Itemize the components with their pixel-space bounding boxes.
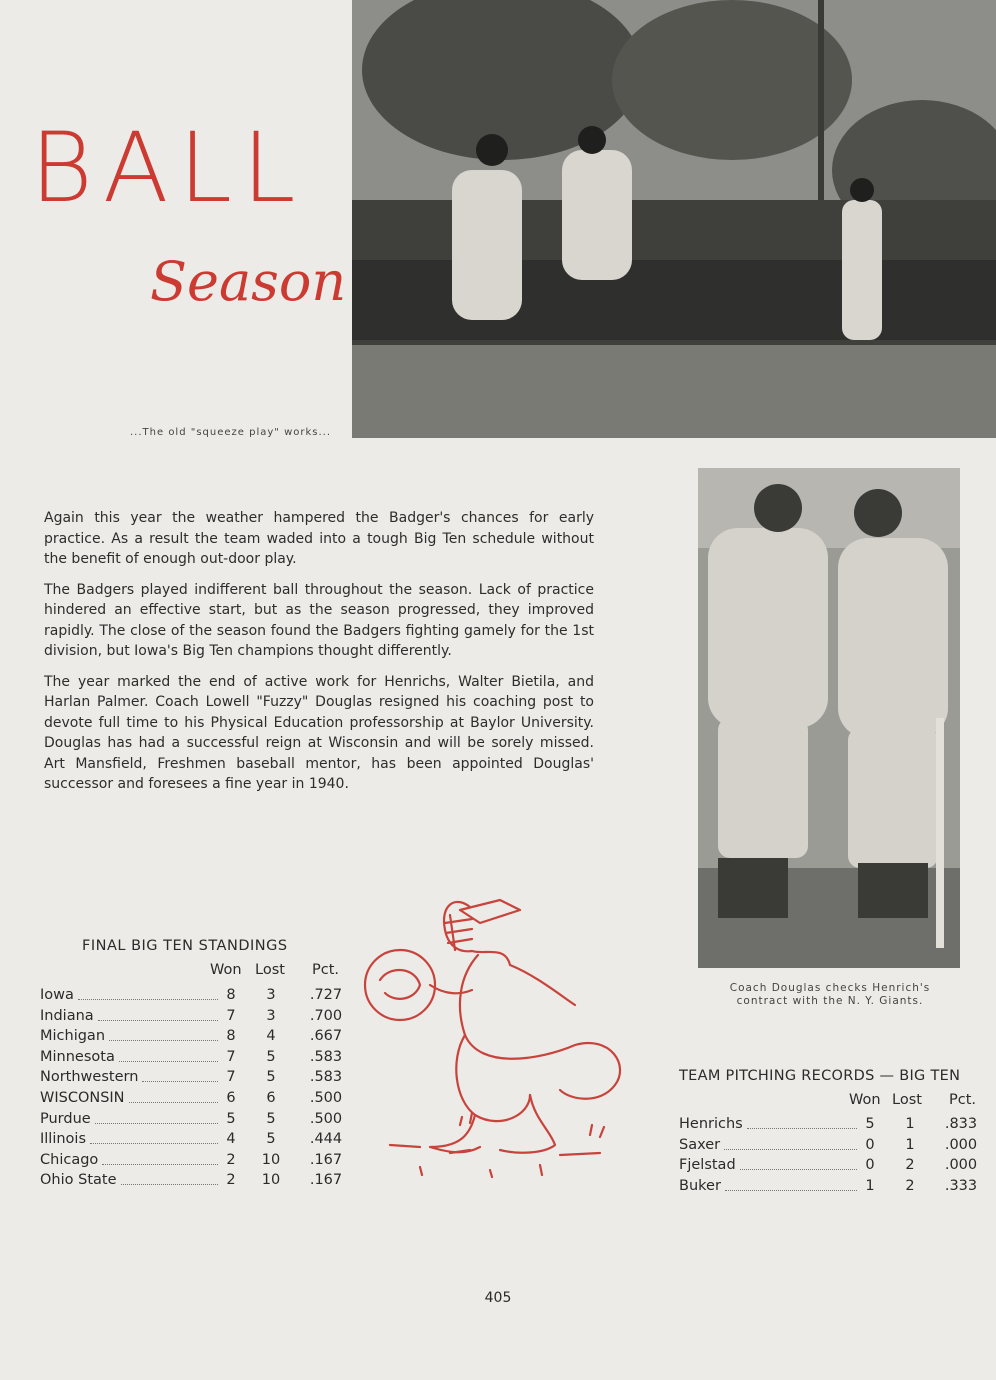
pitching-row — [679, 1135, 979, 1156]
standings-row — [40, 985, 343, 1006]
pitching-name: Buker — [679, 1177, 721, 1194]
standings-pct: .500 — [309, 1089, 343, 1106]
standings-name: Northwestern — [40, 1069, 139, 1086]
standings-pct: .500 — [309, 1110, 343, 1127]
photo-caption: ...The old "squeeze play" works... — [130, 427, 332, 438]
standings-won: 6 — [226, 1089, 236, 1106]
standings-won: 2 — [226, 1172, 236, 1189]
standings-header — [40, 962, 340, 982]
standings-lost: 5 — [266, 1131, 276, 1148]
squeeze-play-photo — [352, 0, 996, 438]
standings-name: Indiana — [40, 1007, 94, 1024]
standings-row — [40, 1088, 343, 1109]
standings-header-lost: Lost — [255, 962, 285, 978]
pitching-pct: .000 — [944, 1157, 978, 1174]
page-number: 405 — [484, 1290, 512, 1306]
standings-won: 2 — [226, 1151, 236, 1168]
dot-leader — [98, 1020, 218, 1021]
pitching-pct: .333 — [944, 1177, 978, 1194]
standings-row — [40, 1047, 343, 1068]
pitching-pct: .000 — [944, 1136, 978, 1153]
standings-won: 7 — [226, 1007, 236, 1024]
pitching-header-pct: Pct. — [949, 1092, 977, 1108]
standings-row — [40, 1067, 343, 1088]
dot-leader — [102, 1164, 218, 1165]
standings-lost: 5 — [266, 1069, 276, 1086]
pitching-won: 1 — [865, 1177, 875, 1194]
pitching-lost: 2 — [905, 1157, 915, 1174]
standings-won: 7 — [226, 1048, 236, 1065]
standings-name: Iowa — [40, 987, 74, 1003]
standings-pct: .700 — [309, 1007, 343, 1024]
pitching-lost: 1 — [905, 1136, 915, 1153]
standings-lost: 5 — [266, 1110, 276, 1127]
standings-row — [40, 1129, 343, 1150]
standings-won: 8 — [226, 1028, 236, 1045]
catcher-drawing — [360, 885, 640, 1199]
standings-lost: 5 — [266, 1048, 276, 1065]
pitching-row — [679, 1114, 979, 1135]
dot-leader — [78, 999, 218, 1000]
standings-name: Purdue — [40, 1110, 91, 1127]
standings-header-won: Won — [210, 962, 242, 978]
pitching-lost: 1 — [905, 1116, 915, 1132]
standings-row — [40, 1170, 343, 1191]
standings-name: Minnesota — [40, 1048, 115, 1065]
standings-name: WISCONSIN — [40, 1089, 125, 1106]
standings-name: Chicago — [40, 1151, 99, 1168]
pitching-table — [679, 1114, 979, 1196]
page-title: BALL — [30, 112, 306, 224]
pitching-pct: .833 — [944, 1116, 978, 1132]
dot-leader — [724, 1149, 857, 1150]
pitching-header-won: Won — [849, 1092, 881, 1108]
pitching-name: Saxer — [679, 1136, 721, 1153]
article-paragraph: The Badgers played indifferent ball throughout the season. Lack of practice hindered an effective start, but as the season progressed, they improved rapidly. The close of the season found the Badgers fighting gamely for the 1st division, but Iowa's Big Ten champions thought differently. — [44, 581, 594, 659]
page-subtitle: Season — [150, 250, 347, 313]
standings-pct: .583 — [309, 1048, 343, 1065]
coach-photo — [698, 468, 960, 968]
standings-table — [40, 985, 343, 1191]
pitching-won: 0 — [865, 1136, 875, 1153]
coach-photo-caption-line: contract with the N. Y. Giants. — [736, 995, 924, 1007]
standings-won: 7 — [226, 1069, 236, 1086]
dot-leader — [747, 1128, 857, 1129]
coach-photo-caption — [700, 982, 960, 1008]
pitching-name: Fjelstad — [679, 1157, 736, 1174]
standings-row — [40, 1006, 343, 1027]
dot-leader — [121, 1184, 218, 1185]
standings-pct: .727 — [309, 987, 343, 1003]
article-paragraph: Again this year the weather hampered the Badger's chances for early practice. As a result the team waded into a tough Big Ten schedule without the benefit of enough out-door play. — [44, 510, 594, 567]
dot-leader — [725, 1190, 857, 1191]
pitching-row — [679, 1155, 979, 1176]
standings-lost: 6 — [266, 1089, 276, 1106]
standings-row — [40, 1150, 343, 1171]
standings-name: Michigan — [40, 1028, 106, 1045]
standings-title: FINAL BIG TEN STANDINGS — [82, 938, 288, 954]
standings-name: Ohio State — [40, 1172, 117, 1189]
dot-leader — [129, 1102, 218, 1103]
standings-won: 4 — [226, 1131, 236, 1148]
pitching-won: 5 — [865, 1116, 875, 1132]
pitching-lost: 2 — [905, 1177, 915, 1194]
standings-pct: .167 — [309, 1172, 343, 1189]
standings-won: 5 — [226, 1110, 236, 1127]
standings-pct: .583 — [309, 1069, 343, 1086]
dot-leader — [109, 1040, 218, 1041]
standings-lost: 3 — [266, 1007, 276, 1024]
dot-leader — [90, 1143, 218, 1144]
standings-pct: .444 — [309, 1131, 343, 1148]
pitching-header-lost: Lost — [892, 1092, 922, 1108]
standings-pct: .167 — [309, 1151, 343, 1168]
standings-row — [40, 1109, 343, 1130]
dot-leader — [95, 1123, 218, 1124]
standings-lost: 10 — [261, 1172, 281, 1189]
standings-lost: 4 — [266, 1028, 276, 1045]
dot-leader — [142, 1081, 218, 1082]
dot-leader — [119, 1061, 218, 1062]
coach-photo-caption-line: Coach Douglas checks Henrich's — [729, 982, 931, 994]
standings-won: 8 — [226, 987, 236, 1003]
article-body — [44, 508, 594, 805]
standings-lost: 10 — [261, 1151, 281, 1168]
standings-name: Illinois — [40, 1131, 87, 1148]
pitching-name: Henrichs — [679, 1116, 743, 1132]
pitching-title: TEAM PITCHING RECORDS — BIG TEN — [679, 1068, 961, 1084]
standings-lost: 3 — [266, 987, 276, 1003]
pitching-won: 0 — [865, 1157, 875, 1174]
dot-leader — [740, 1169, 857, 1170]
pitching-row — [679, 1176, 979, 1197]
standings-row — [40, 1026, 343, 1047]
article-paragraph: The year marked the end of active work for Henrichs, Walter Bietila, and Harlan Palmer. Coach Lowell "Fuzzy" Douglas resigned his coaching post to devote full time to his Physical Education professorship at Baylor University. Douglas has had a successful reign at Wisconsin and will be sorely missed. Art Mansfield, Freshmen baseball mentor, has been appointed Douglas' successor and foresees a fine year in 1940. — [44, 673, 594, 792]
standings-header-pct: Pct. — [312, 962, 340, 978]
pitching-header — [679, 1092, 979, 1112]
standings-pct: .667 — [309, 1028, 343, 1045]
